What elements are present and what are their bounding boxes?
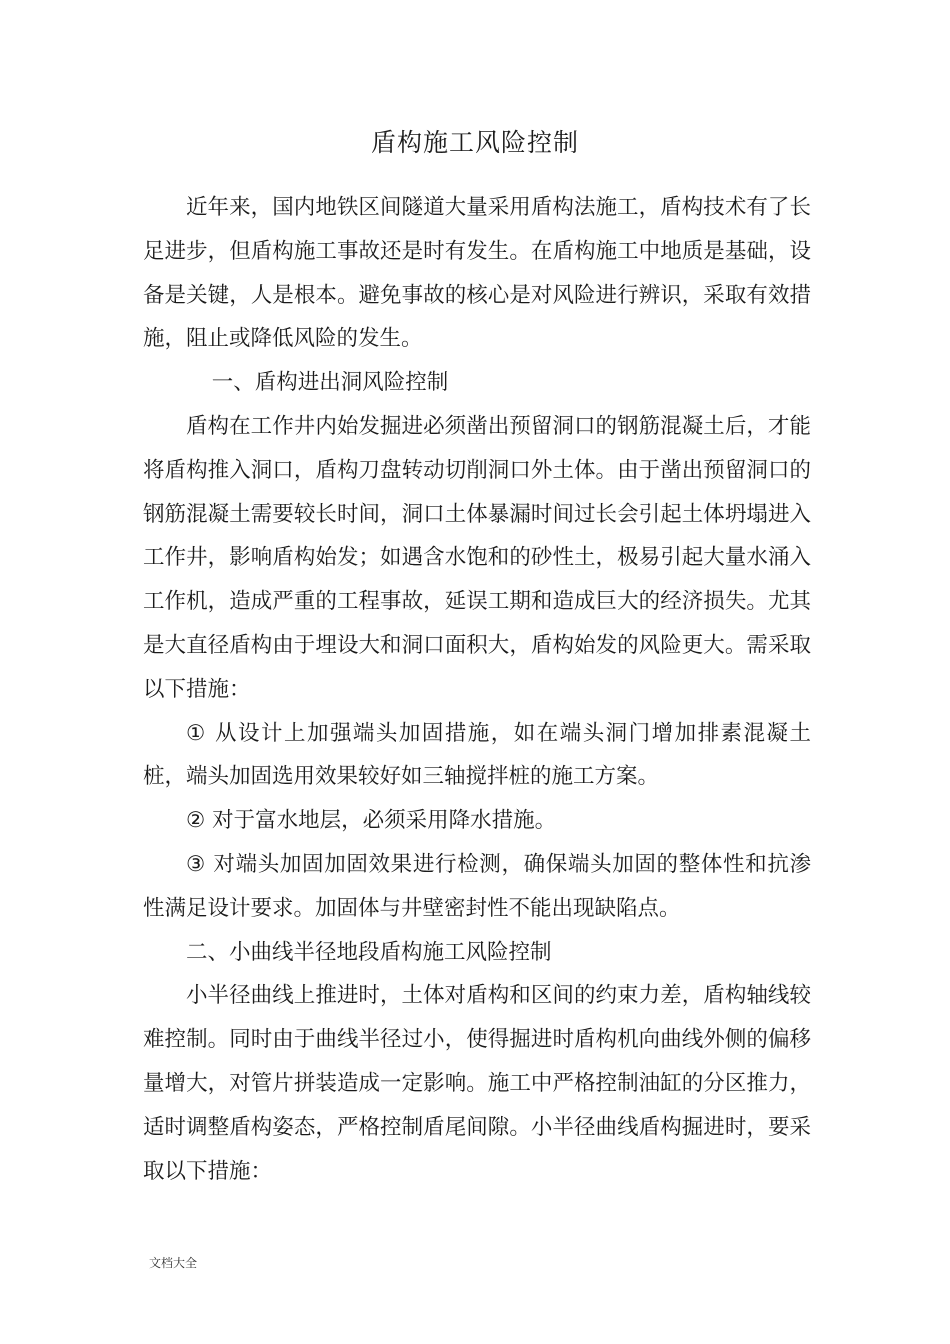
section-2-paragraph: 小半径曲线上推进时，土体对盾构和区间的约束力差，盾构轴线较难控制。同时由于曲线半径过小，使得掘进时盾构机向曲线外侧的偏移量增大，对管片拼装造成一定影响。施工中严格控制油缸的分区推力，适时调整盾构姿态，严格控制盾尾间隙。小半径曲线盾构掘进时，要采取以下措施： xyxy=(143,983,811,1184)
section-1-paragraph: 盾构在工作井内始发掘进必须凿出预留洞口的钢筋混凝土后，才能将盾构推入洞口，盾构刀盘转动切削洞口外土体。由于凿出预留洞口的钢筋混凝土需要较长时间，洞口土体暴漏时间过长会引起土体坍塌进入工作井，影响盾构始发；如遇含水饱和的砂性土，极易引起大量水涌入工作机，造成严重的工程事故，延误工期和造成巨大的经济损失。尤其是大直径盾构由于埋设大和洞口面积大，盾构始发的风险更大。需采取以下措施： xyxy=(143,413,811,702)
section-heading-2: 二、小曲线半径地段盾构施工风险控制 xyxy=(186,939,552,965)
footer-label: 文档大全 xyxy=(149,1256,198,1270)
measure-item-3: ③ 对端头加固加固效果进行检测，确保端头加固的整体性和抗渗性满足设计要求。加固体与井壁密封性不能出现缺陷点。 xyxy=(143,851,811,921)
page-title: 盾构施工风险控制 xyxy=(370,128,579,157)
section-heading-1: 一、盾构进出洞风险控制 xyxy=(211,370,449,396)
document-body xyxy=(143,186,811,1193)
measure-item-2: ② 对于富水地层，必须采用降水措施。 xyxy=(186,808,557,834)
measure-item-1: ① 从设计上加强端头加固措施，如在端头洞门增加排素混凝土桩，端头加固选用效果较好如三轴搅拌桩的施工方案。 xyxy=(143,720,811,790)
intro-paragraph: 近年来，国内地铁区间隧道大量采用盾构法施工，盾构技术有了长足进步，但盾构施工事故还是时有发生。在盾构施工中地质是基础，设备是关键，人是根本。避免事故的核心是对风险进行辨识，采取有效措施，阻止或降低风险的发生。 xyxy=(143,195,811,352)
